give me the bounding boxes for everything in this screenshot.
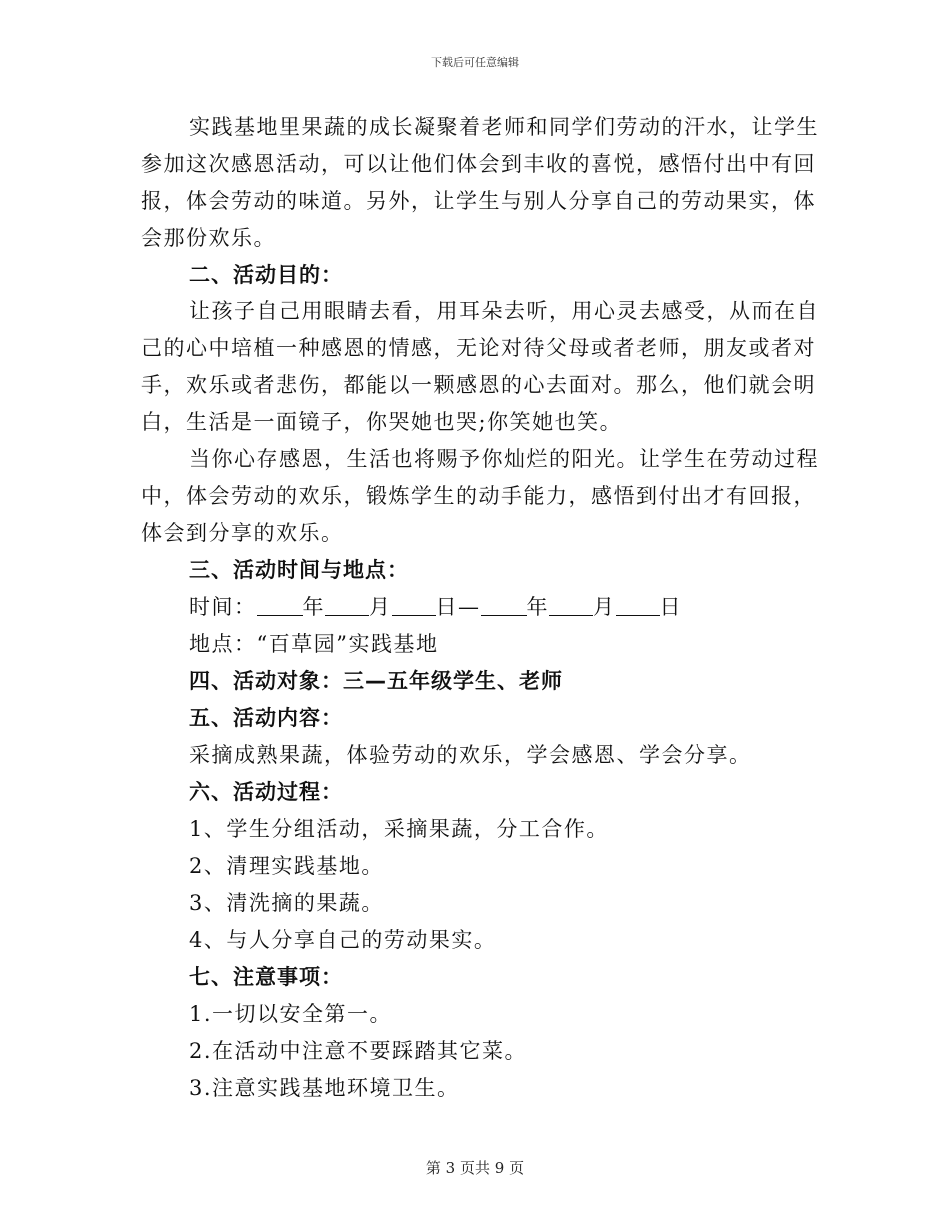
paragraph-line: 手，欢乐或者悲伤，都能以一颗感恩的心去面对。那么，他们就会明 [141, 373, 816, 397]
page-footer: 第 3 页共 9 页 [425, 1159, 525, 1177]
paragraph-line: 让孩子自己用眼睛去看，用耳朵去听，用心灵去感受，从而在自 [189, 299, 819, 323]
list-item: 1、学生分组活动，采摘果蔬，分工合作。 [189, 817, 609, 841]
time-year2: 年 [526, 595, 549, 619]
list-item: 4、与人分享自己的劳动果实。 [189, 928, 497, 952]
paragraph-line: 会那份欢乐。 [141, 226, 276, 250]
blank-line [392, 595, 436, 616]
list-item: 1.一切以安全第一。 [189, 1002, 393, 1026]
section-heading: 七、注意事项： [189, 965, 343, 989]
section-heading: 二、活动目的： [189, 263, 343, 287]
list-item: 3.注意实践基地环境卫生。 [189, 1076, 460, 1100]
section-heading: 六、活动过程： [189, 780, 343, 804]
blank-line [481, 595, 527, 616]
time-line [189, 594, 682, 620]
paragraph-line: 白，生活是一面镜子，你哭她也哭;你笑她也笑。 [141, 410, 623, 434]
time-month: 月 [369, 595, 392, 619]
page-header: 下载后可任意编辑 [431, 56, 519, 69]
time-label: 时间： [189, 595, 257, 619]
paragraph-line: 参加这次感恩活动，可以让他们体会到丰收的喜悦，感悟付出中有回 [141, 152, 816, 176]
paragraph-line: 实践基地里果蔬的成长凝聚着老师和同学们劳动的汗水，让学生 [189, 115, 819, 139]
blank-line [257, 595, 303, 616]
paragraph-line: 中，体会劳动的欢乐，锻炼学生的动手能力，感悟到付出才有回报， [141, 484, 816, 508]
section-heading: 五、活动内容： [189, 706, 343, 730]
list-item: 2.在活动中注意不要踩踏其它菜。 [189, 1039, 528, 1063]
list-item: 3、清洗摘的果蔬。 [189, 891, 384, 915]
blank-line [549, 595, 593, 616]
list-item: 2、清理实践基地。 [189, 854, 384, 878]
section-heading: 三、活动时间与地点： [189, 558, 409, 582]
paragraph-line: 报，体会劳动的味道。另外，让学生与别人分享自己的劳动果实，体 [141, 189, 816, 213]
blank-line [616, 595, 660, 616]
blank-line [325, 595, 369, 616]
paragraph-line: 体会到分享的欢乐。 [141, 521, 344, 545]
time-day2: 日 [659, 595, 682, 619]
paragraph-line: 采摘成熟果蔬，体验劳动的欢乐，学会感恩、学会分享。 [189, 743, 752, 767]
time-day-dash: 日— [435, 595, 481, 619]
time-month2: 月 [593, 595, 616, 619]
time-year: 年 [302, 595, 325, 619]
paragraph-line: 己的心中培植一种感恩的情感，无论对待父母或者老师，朋友或者对 [141, 336, 816, 360]
section-heading: 四、活动对象：三—五年级学生、老师 [189, 669, 563, 693]
paragraph-line: 当你心存感恩，生活也将赐予你灿烂的阳光。让学生在劳动过程 [189, 447, 819, 471]
place-line: 地点：“百草园”实践基地 [189, 632, 439, 656]
